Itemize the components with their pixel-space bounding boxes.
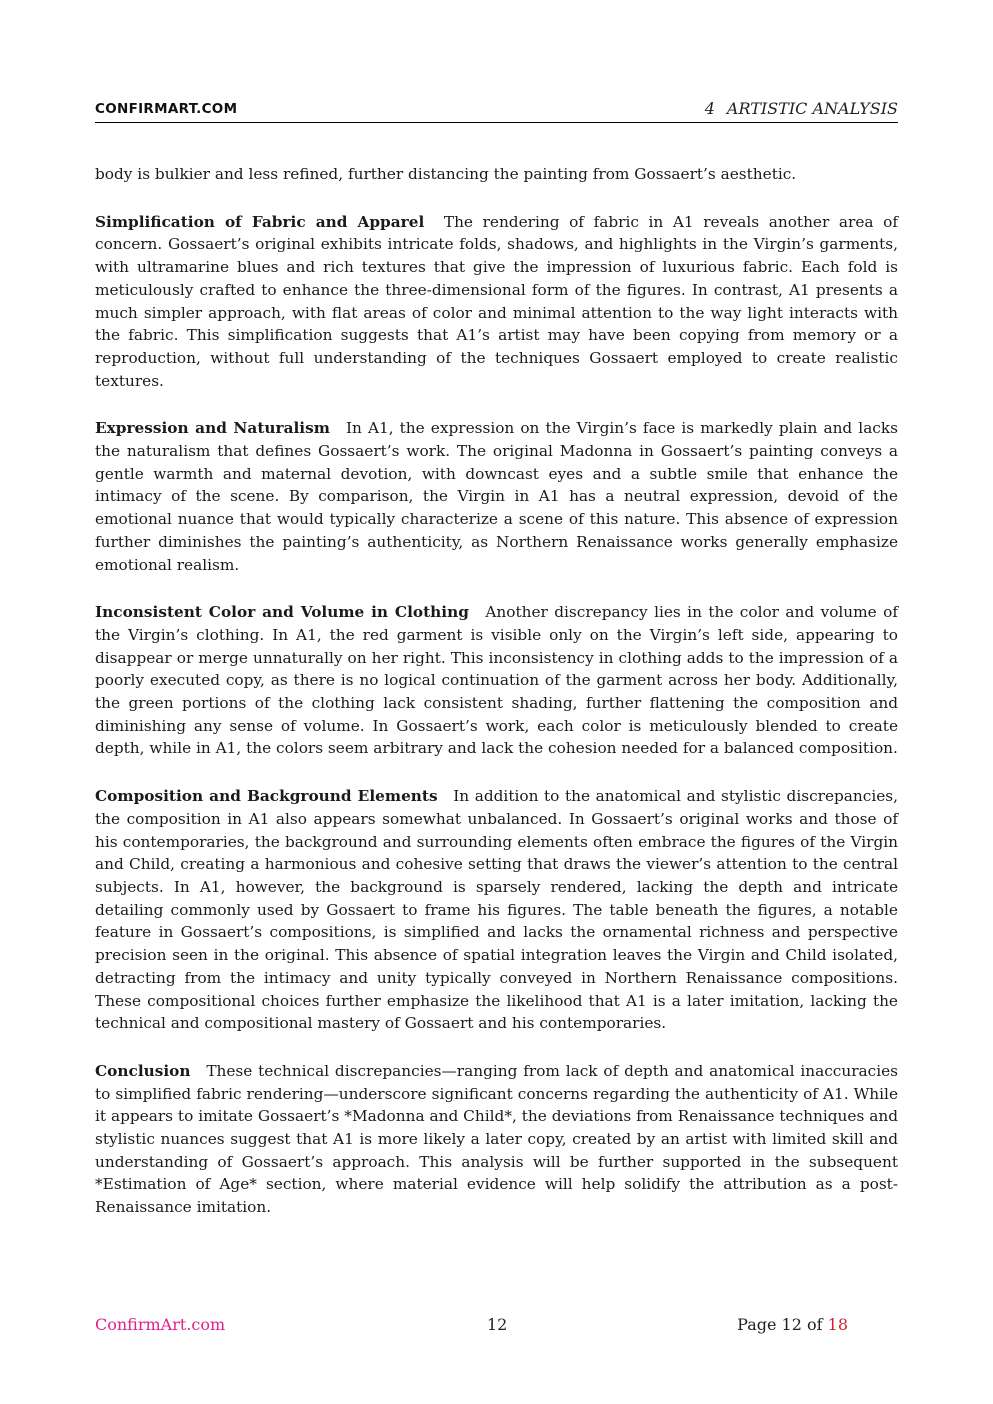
paragraph-heading: Inconsistent Color and Volume in Clothing: [95, 603, 469, 622]
paragraph-text: The rendering of fabric in A1 reveals another area of concern. Gossaert’s original exhibits intricate folds, shadows, and highlights in the Virgin’s garments, with ultramarine blues and rich textures that give the impression of luxurious fabric. Each fold is meticulously crafted to enhance the three-dimensional form of the figures. In contrast, A1 presents a much simpler approach, with flat areas of color and minimal attention to the way light interacts with the fabric. This simplification suggests that A1’s artist may have been copying from memory or a reproduction, without full understanding of the techniques Gossaert employed to create realistic textures.: [95, 212, 898, 390]
paragraph-heading: Conclusion: [95, 1061, 191, 1080]
footer-page-of: [737, 1315, 848, 1334]
page-of-prefix: Page 12 of: [737, 1315, 828, 1334]
footer-site-link[interactable]: ConfirmArt.com: [95, 1315, 226, 1334]
paragraph-heading: Expression and Naturalism: [95, 419, 330, 438]
paragraph-conclusion: [95, 1060, 898, 1219]
paragraph-text: In addition to the anatomical and stylistic discrepancies, the composition in A1 also appears somewhat unbalanced. In Gossaert’s original works and those of his contemporaries, the background and surrounding elements often embrace the figures of the Virgin and Child, creating a harmonious and cohesive setting that draws the viewer’s attention to the central subjects. In A1, however, the background is sparsely rendered, lacking the depth and intricate detailing commonly used by Gossaert to frame his figures. The table beneath the figures, a notable feature in Gossaert’s compositions, is simplified and lacks the ornamental richness and perspective precision seen in the original. This absence of spatial integration leaves the Virgin and Child isolated, detracting from the intimacy and unity typically conveyed in Northern Renaissance compositions. These compositional choices further emphasize the likelihood that A1 is a later imitation, lacking the technical and compositional mastery of Gossaert and his contemporaries.: [95, 787, 898, 1033]
page-footer: [95, 1315, 848, 1339]
paragraph-heading: Simplification of Fabric and Apparel: [95, 212, 425, 231]
paragraph-color-volume: [95, 601, 898, 760]
footer-page-number: 12: [487, 1315, 508, 1334]
paragraph-text: Another discrepancy lies in the color and volume of the Virgin’s clothing. In A1, the red garment is visible only on the Virgin’s left side, appearing to disappear or merge unnaturally on her right. This inconsistency in clothing adds to the impression of a poorly executed copy, as there is no logical continuation of the garment across her body. Additionally, the green portions of the clothing lack consistent shading, further flattening the composition and diminishing any sense of volume. In Gossaert’s work, each color is meticulously blended to create depth, while in A1, the colors seem arbitrary and lack the cohesion needed for a balanced composition.: [95, 603, 898, 758]
paragraph-fabric: [95, 211, 898, 393]
paragraph-composition: [95, 785, 898, 1035]
paragraph-text: These technical discrepancies—ranging from lack of depth and anatomical inaccuracies to simplified fabric rendering—underscore significant concerns regarding the authenticity of A1. While it appears to imitate Gossaert’s *Madonna and Child*, the deviations from Renaissance techniques and stylistic nuances suggest that A1 is more likely a later copy, created by an artist with limited skill and understanding of Gossaert’s approach. This analysis will be further supported in the subsequent *Estimation of Age* section, where material evidence will help solidify the attribution as a post-Renaissance imitation.: [95, 1061, 898, 1217]
section-title-text: ARTISTIC ANALYSIS: [726, 99, 898, 118]
section-number: 4: [704, 99, 715, 118]
paragraph-expression: [95, 417, 898, 576]
page-header: [95, 98, 898, 123]
site-logo: CONFIRMART.COM: [95, 101, 238, 117]
paragraph-text: In A1, the expression on the Virgin’s face is markedly plain and lacks the naturalism that defines Gossaert’s work. The original Madonna in Gossaert’s painting conveys a gentle warmth and maternal devotion, with downcast eyes and a subtle smile that enhance the intimacy of the scene. By comparison, the Virgin in A1 has a neutral expression, devoid of the emotional nuance that would typically characterize a scene of this nature. This absence of expression further diminishes the painting’s authenticity, as Northern Renaissance works generally emphasize emotional realism.: [95, 419, 898, 574]
running-section-title: [705, 99, 898, 118]
document-body: [95, 163, 898, 1244]
total-pages-link[interactable]: 18: [827, 1315, 848, 1334]
paragraph-heading: Composition and Background Elements: [95, 787, 438, 806]
continued-paragraph: body is bulkier and less refined, further distancing the painting from Gossaert’s aesthetic.: [95, 165, 797, 183]
